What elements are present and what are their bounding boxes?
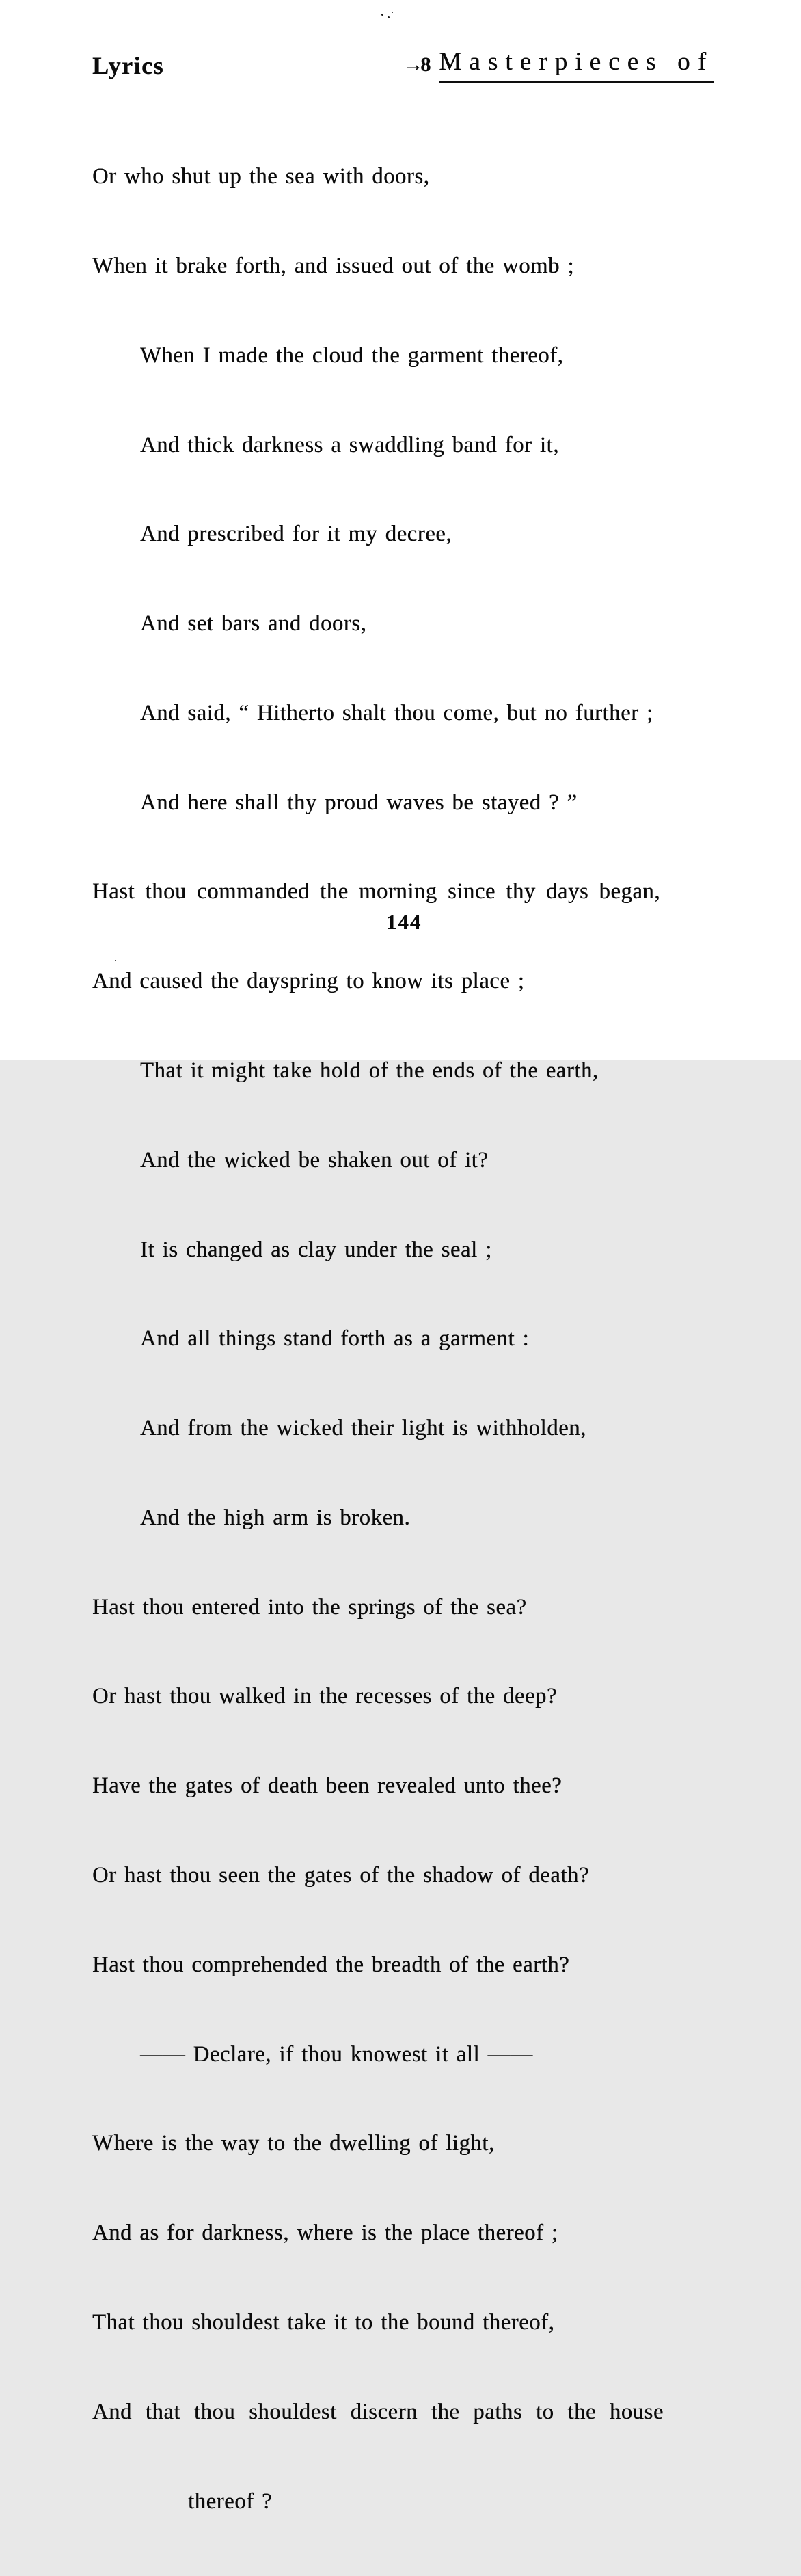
page-number: 144 [385, 910, 422, 934]
poem-line: —— Declare, if thou knowest it all —— [140, 2041, 533, 2067]
running-head-title-text: Masterpieces of [439, 49, 714, 83]
poem-line: And caused the dayspring to know its place ; [92, 969, 525, 994]
poem-line: Have the gates of death been revealed unto thee? [92, 1773, 562, 1799]
poem-line: And thick darkness a swaddling band for it, [140, 432, 559, 457]
scan-speck [115, 960, 116, 961]
poem-line: Where is the way to the dwelling of light, [92, 2131, 495, 2156]
running-header [92, 49, 714, 83]
poem-line: And set bars and doors, [140, 611, 367, 636]
poem-line: thereof ? [188, 2488, 273, 2514]
scan-speck [381, 14, 383, 16]
poem-line: And prescribed for it my decree, [140, 522, 452, 547]
running-head-section-title: Lyrics [92, 52, 164, 79]
poem-line: And as for darkness, where is the place thereof ; [92, 2221, 558, 2246]
poem-line: And here shall thy proud waves be stayed ? ” [140, 790, 578, 815]
poem-line: When I made the cloud the garment thereof, [140, 343, 564, 368]
poem-line: Hast thou commanded the morning since thy days began, [92, 879, 661, 904]
poem-line: That it might take hold of the ends of the earth, [140, 1058, 599, 1083]
poem-line: Or hast thou walked in the recesses of the deep? [92, 1684, 558, 1709]
poem-line: Or hast thou seen the gates of the shadow of death? [92, 1863, 590, 1888]
poem-body [92, 103, 716, 2576]
poem-line: And all things stand forth as a garment : [140, 1326, 530, 1352]
poem-line: Hast thou entered into the springs of the sea? [92, 1594, 527, 1620]
poem-line: Hast thou comprehended the breadth of the earth? [92, 1952, 570, 1977]
scan-speck [388, 16, 390, 18]
poem-line: And from the wicked their light is withholden, [140, 1416, 586, 1441]
poem-line: Or who shut up the sea with doors, [92, 164, 430, 189]
scan-speck [392, 12, 393, 13]
poem-line: And that thou shouldest discern the paths to the house [92, 2399, 664, 2424]
arrow-fleuron-icon: →8 [403, 53, 429, 76]
poem-line: That thou shouldest take it to the bound thereof, [92, 2309, 555, 2335]
poem-line: And the high arm is broken. [140, 1505, 411, 1530]
poem-line: And the wicked be shaken out of it? [140, 1147, 489, 1172]
poem-line: And said, “ Hitherto shalt thou come, but no further ; [140, 700, 653, 725]
running-head-book-title [403, 49, 714, 83]
poem-line: When it brake forth, and issued out of the womb ; [92, 253, 574, 278]
poem-line: It is changed as clay under the seal ; [140, 1237, 492, 1262]
